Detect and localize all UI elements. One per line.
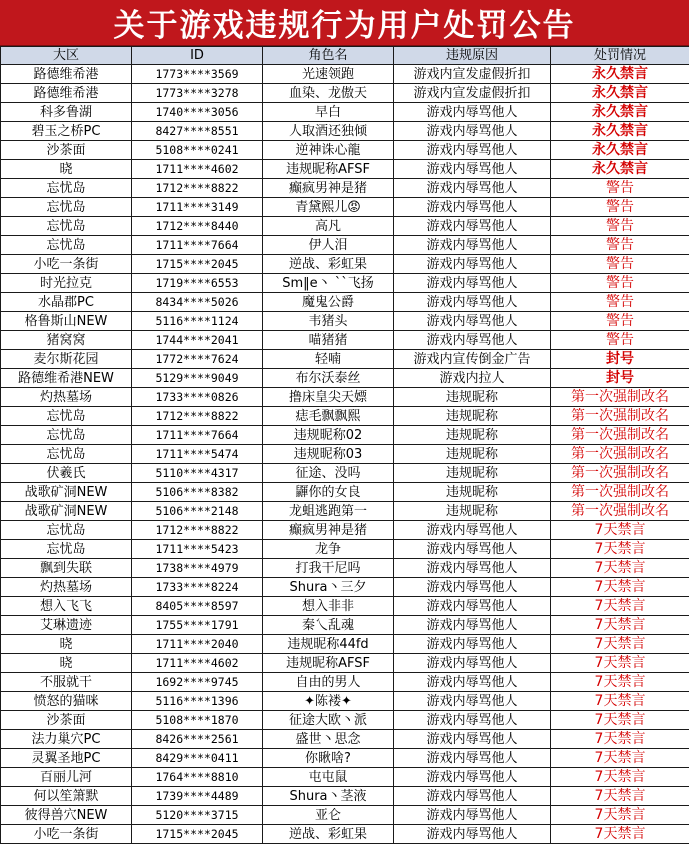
- cell-violation-reason: 游戏内辱骂他人: [394, 730, 551, 749]
- table-row: [1, 692, 689, 711]
- cell-region: 愤怒的猫咪: [1, 692, 132, 711]
- cell-violation-reason: 违规昵称: [394, 445, 551, 464]
- cell-character-name: 想入非非: [263, 597, 394, 616]
- table-row: [1, 255, 689, 274]
- cell-character-name: 轻喃: [263, 350, 394, 369]
- cell-region: 彼得兽穴NEW: [1, 806, 132, 825]
- cell-penalty: 第一次强制改名: [551, 502, 689, 521]
- cell-user-id: 5108****0241: [132, 141, 263, 160]
- cell-character-name: 违规昵称03: [263, 445, 394, 464]
- cell-user-id: 8427****8551: [132, 122, 263, 141]
- table-row: [1, 350, 689, 369]
- cell-region: 水晶郡PC: [1, 293, 132, 312]
- table-row: [1, 160, 689, 179]
- cell-user-id: 1738****4979: [132, 559, 263, 578]
- cell-character-name: 韦猪头: [263, 312, 394, 331]
- cell-region: 科多鲁湖: [1, 103, 132, 122]
- cell-user-id: 1711****3149: [132, 198, 263, 217]
- cell-violation-reason: 游戏内辱骂他人: [394, 616, 551, 635]
- cell-penalty: 7天禁言: [551, 806, 689, 825]
- cell-penalty: 警告: [551, 179, 689, 198]
- cell-region: 小吃一条街: [1, 825, 132, 844]
- table-row: [1, 293, 689, 312]
- cell-violation-reason: 游戏内辱骂他人: [394, 749, 551, 768]
- table-row: [1, 597, 689, 616]
- cell-region: 时光拉克: [1, 274, 132, 293]
- cell-user-id: 1733****8224: [132, 578, 263, 597]
- cell-penalty: 第一次强制改名: [551, 426, 689, 445]
- cell-penalty: 永久禁言: [551, 122, 689, 141]
- table-row: [1, 217, 689, 236]
- cell-user-id: 8405****8597: [132, 597, 263, 616]
- cell-penalty: 警告: [551, 198, 689, 217]
- cell-region: 沙茶面: [1, 711, 132, 730]
- cell-user-id: 1711****4602: [132, 654, 263, 673]
- cell-penalty: 警告: [551, 217, 689, 236]
- cell-user-id: 5106****2148: [132, 502, 263, 521]
- cell-violation-reason: 游戏内辱骂他人: [394, 825, 551, 844]
- cell-character-name: 逆神诛心龍: [263, 141, 394, 160]
- cell-character-name: 血染、龙傲天: [263, 84, 394, 103]
- table-row: [1, 654, 689, 673]
- cell-character-name: 秦乀乱魂: [263, 616, 394, 635]
- cell-violation-reason: 游戏内宣传倒金广告: [394, 350, 551, 369]
- cell-user-id: 1692****9745: [132, 673, 263, 692]
- table-row: [1, 711, 689, 730]
- cell-character-name: 高凡: [263, 217, 394, 236]
- table-row: [1, 445, 689, 464]
- cell-user-id: 1712****8440: [132, 217, 263, 236]
- cell-penalty: 7天禁言: [551, 540, 689, 559]
- table-row: [1, 787, 689, 806]
- cell-penalty: 封号: [551, 369, 689, 388]
- cell-user-id: 1772****7624: [132, 350, 263, 369]
- cell-character-name: 青黛熙儿😡: [263, 198, 394, 217]
- cell-character-name: 征途、没吗: [263, 464, 394, 483]
- cell-user-id: 1712****8822: [132, 407, 263, 426]
- cell-user-id: 1712****8822: [132, 521, 263, 540]
- table-row: [1, 768, 689, 787]
- cell-violation-reason: 游戏内辱骂他人: [394, 787, 551, 806]
- cell-penalty: 永久禁言: [551, 160, 689, 179]
- header-character-name: 角色名: [263, 47, 394, 65]
- table-row: [1, 331, 689, 350]
- cell-penalty: 7天禁言: [551, 635, 689, 654]
- cell-penalty: 7天禁言: [551, 730, 689, 749]
- penalty-table: [0, 46, 689, 844]
- cell-region: 忘忧岛: [1, 540, 132, 559]
- cell-region: 路德维希港: [1, 65, 132, 84]
- cell-penalty: 永久禁言: [551, 103, 689, 122]
- cell-region: 猪窝窝: [1, 331, 132, 350]
- cell-region: 忘忧岛: [1, 198, 132, 217]
- table-row: [1, 502, 689, 521]
- table-row: [1, 559, 689, 578]
- cell-violation-reason: 游戏内辱骂他人: [394, 692, 551, 711]
- cell-violation-reason: 违规昵称: [394, 464, 551, 483]
- cell-violation-reason: 游戏内辱骂他人: [394, 217, 551, 236]
- table-row: [1, 483, 689, 502]
- cell-region: 晓: [1, 654, 132, 673]
- cell-user-id: 5106****8382: [132, 483, 263, 502]
- cell-violation-reason: 游戏内辱骂他人: [394, 635, 551, 654]
- cell-user-id: 1764****8810: [132, 768, 263, 787]
- table-row: [1, 407, 689, 426]
- table-row: [1, 274, 689, 293]
- table-row: [1, 730, 689, 749]
- cell-penalty: 7天禁言: [551, 787, 689, 806]
- cell-region: 战歌矿洞NEW: [1, 483, 132, 502]
- cell-violation-reason: 游戏内宣发虚假折扣: [394, 65, 551, 84]
- cell-character-name: 撸床皇尖天嫖: [263, 388, 394, 407]
- cell-region: 晓: [1, 635, 132, 654]
- cell-penalty: 7天禁言: [551, 768, 689, 787]
- cell-violation-reason: 违规昵称: [394, 502, 551, 521]
- cell-character-name: Shura丶茎液: [263, 787, 394, 806]
- cell-character-name: 龙蛆逃跑第一: [263, 502, 394, 521]
- header-penalty: 处罚情况: [551, 47, 689, 65]
- cell-character-name: 屯屯鼠: [263, 768, 394, 787]
- cell-user-id: 5108****1870: [132, 711, 263, 730]
- table-row: [1, 388, 689, 407]
- cell-penalty: 7天禁言: [551, 711, 689, 730]
- cell-region: 忘忧岛: [1, 426, 132, 445]
- cell-character-name: 逆战、彩虹果: [263, 825, 394, 844]
- cell-character-name: 痣毛飘飘熙: [263, 407, 394, 426]
- cell-user-id: 8429****0411: [132, 749, 263, 768]
- cell-user-id: 1711****7664: [132, 236, 263, 255]
- cell-region: 灼热墓场: [1, 388, 132, 407]
- table-row: [1, 122, 689, 141]
- cell-penalty: 警告: [551, 312, 689, 331]
- cell-region: 艾琳遗迹: [1, 616, 132, 635]
- cell-penalty: 7天禁言: [551, 597, 689, 616]
- cell-user-id: 1773****3278: [132, 84, 263, 103]
- cell-user-id: 1739****4489: [132, 787, 263, 806]
- table-row: [1, 369, 689, 388]
- cell-character-name: Sm‖e丶 ˋˋ飞扬: [263, 274, 394, 293]
- cell-user-id: 5110****4317: [132, 464, 263, 483]
- header-violation-reason: 违规原因: [394, 47, 551, 65]
- cell-character-name: Shura丶三夕: [263, 578, 394, 597]
- cell-penalty: 7天禁言: [551, 825, 689, 844]
- cell-penalty: 7天禁言: [551, 654, 689, 673]
- cell-character-name: 龙争: [263, 540, 394, 559]
- cell-user-id: 8434****5026: [132, 293, 263, 312]
- table-row: [1, 635, 689, 654]
- cell-region: 忘忧岛: [1, 217, 132, 236]
- cell-penalty: 7天禁言: [551, 616, 689, 635]
- cell-violation-reason: 游戏内辱骂他人: [394, 293, 551, 312]
- cell-violation-reason: 违规昵称: [394, 483, 551, 502]
- cell-region: 飘到失联: [1, 559, 132, 578]
- cell-character-name: 违规昵称AFSF: [263, 160, 394, 179]
- cell-violation-reason: 游戏内辱骂他人: [394, 654, 551, 673]
- cell-region: 灼热墓场: [1, 578, 132, 597]
- cell-user-id: 1711****5474: [132, 445, 263, 464]
- cell-violation-reason: 游戏内拉人: [394, 369, 551, 388]
- cell-violation-reason: 违规昵称: [394, 426, 551, 445]
- cell-violation-reason: 违规昵称: [394, 407, 551, 426]
- cell-violation-reason: 游戏内辱骂他人: [394, 331, 551, 350]
- cell-violation-reason: 游戏内辱骂他人: [394, 597, 551, 616]
- cell-user-id: 8426****2561: [132, 730, 263, 749]
- cell-user-id: 1733****0826: [132, 388, 263, 407]
- cell-character-name: 征途大欧丶派: [263, 711, 394, 730]
- cell-region: 忘忧岛: [1, 407, 132, 426]
- cell-penalty: 永久禁言: [551, 84, 689, 103]
- cell-region: 何以笙箫默: [1, 787, 132, 806]
- cell-character-name: 早白: [263, 103, 394, 122]
- cell-violation-reason: 游戏内辱骂他人: [394, 806, 551, 825]
- cell-region: 百丽儿河: [1, 768, 132, 787]
- table-row: [1, 198, 689, 217]
- cell-character-name: 逆战、彩虹果: [263, 255, 394, 274]
- cell-character-name: 盛世丶思念: [263, 730, 394, 749]
- cell-violation-reason: 游戏内宣发虚假折扣: [394, 84, 551, 103]
- cell-character-name: 伊人泪: [263, 236, 394, 255]
- cell-region: 战歌矿洞NEW: [1, 502, 132, 521]
- table-row: [1, 825, 689, 844]
- cell-character-name: 鼲你的女良: [263, 483, 394, 502]
- cell-region: 伏羲氏: [1, 464, 132, 483]
- cell-penalty: 警告: [551, 293, 689, 312]
- cell-violation-reason: 游戏内辱骂他人: [394, 141, 551, 160]
- cell-character-name: 亚仑: [263, 806, 394, 825]
- table-row: [1, 141, 689, 160]
- cell-violation-reason: 游戏内辱骂他人: [394, 559, 551, 578]
- cell-penalty: 封号: [551, 350, 689, 369]
- cell-penalty: 7天禁言: [551, 521, 689, 540]
- cell-region: 忘忧岛: [1, 179, 132, 198]
- cell-user-id: 1773****3569: [132, 65, 263, 84]
- header-id: ID: [132, 47, 263, 65]
- cell-user-id: 1711****7664: [132, 426, 263, 445]
- cell-penalty: 7天禁言: [551, 692, 689, 711]
- table-row: [1, 179, 689, 198]
- cell-character-name: 违规昵称02: [263, 426, 394, 445]
- cell-violation-reason: 游戏内辱骂他人: [394, 236, 551, 255]
- cell-region: 忘忧岛: [1, 445, 132, 464]
- cell-character-name: 违规昵称AFSF: [263, 654, 394, 673]
- cell-violation-reason: 违规昵称: [394, 388, 551, 407]
- cell-region: 小吃一条街: [1, 255, 132, 274]
- cell-penalty: 7天禁言: [551, 559, 689, 578]
- table-row: [1, 673, 689, 692]
- cell-region: 碧玉之桥PC: [1, 122, 132, 141]
- cell-violation-reason: 游戏内辱骂他人: [394, 312, 551, 331]
- cell-character-name: 布尔沃泰丝: [263, 369, 394, 388]
- table-row: [1, 540, 689, 559]
- table-row: [1, 616, 689, 635]
- cell-violation-reason: 游戏内辱骂他人: [394, 540, 551, 559]
- cell-region: 路德维希港: [1, 84, 132, 103]
- header-region: 大区: [1, 47, 132, 65]
- cell-penalty: 7天禁言: [551, 673, 689, 692]
- cell-penalty: 第一次强制改名: [551, 464, 689, 483]
- cell-penalty: 警告: [551, 255, 689, 274]
- cell-user-id: 1755****1791: [132, 616, 263, 635]
- table-row: [1, 312, 689, 331]
- notice-title: 关于游戏违规行为用户处罚公告: [0, 0, 689, 46]
- cell-violation-reason: 游戏内辱骂他人: [394, 578, 551, 597]
- cell-user-id: 1740****3056: [132, 103, 263, 122]
- table-row: [1, 65, 689, 84]
- cell-penalty: 警告: [551, 274, 689, 293]
- cell-user-id: 1711****2040: [132, 635, 263, 654]
- cell-character-name: 违规昵称44fd: [263, 635, 394, 654]
- table-header-row: [1, 47, 689, 65]
- cell-penalty: 永久禁言: [551, 65, 689, 84]
- cell-penalty: 警告: [551, 331, 689, 350]
- cell-region: 麦尔斯花园: [1, 350, 132, 369]
- cell-region: 不服就干: [1, 673, 132, 692]
- cell-region: 晓: [1, 160, 132, 179]
- cell-violation-reason: 游戏内辱骂他人: [394, 711, 551, 730]
- cell-penalty: 永久禁言: [551, 141, 689, 160]
- table-row: [1, 464, 689, 483]
- cell-violation-reason: 游戏内辱骂他人: [394, 673, 551, 692]
- cell-user-id: 1719****6553: [132, 274, 263, 293]
- cell-user-id: 1711****5423: [132, 540, 263, 559]
- cell-region: 忘忧岛: [1, 521, 132, 540]
- cell-violation-reason: 游戏内辱骂他人: [394, 255, 551, 274]
- cell-character-name: 癫疯男神是猪: [263, 179, 394, 198]
- cell-region: 格鲁斯山NEW: [1, 312, 132, 331]
- cell-violation-reason: 游戏内辱骂他人: [394, 521, 551, 540]
- cell-character-name: 你瞅啥?: [263, 749, 394, 768]
- table-row: [1, 426, 689, 445]
- cell-violation-reason: 游戏内辱骂他人: [394, 160, 551, 179]
- cell-character-name: 自由的男人: [263, 673, 394, 692]
- table-row: [1, 806, 689, 825]
- table-row: [1, 103, 689, 122]
- cell-character-name: 癫疯男神是猪: [263, 521, 394, 540]
- table-row: [1, 521, 689, 540]
- cell-character-name: 打我干尼吗: [263, 559, 394, 578]
- cell-penalty: 7天禁言: [551, 578, 689, 597]
- cell-violation-reason: 游戏内辱骂他人: [394, 768, 551, 787]
- cell-region: 法力巢穴PC: [1, 730, 132, 749]
- table-row: [1, 84, 689, 103]
- cell-violation-reason: 游戏内辱骂他人: [394, 103, 551, 122]
- cell-region: 沙茶面: [1, 141, 132, 160]
- cell-character-name: ✦陈褛✦: [263, 692, 394, 711]
- cell-user-id: 5120****3715: [132, 806, 263, 825]
- cell-violation-reason: 游戏内辱骂他人: [394, 198, 551, 217]
- table-row: [1, 236, 689, 255]
- cell-user-id: 5129****9049: [132, 369, 263, 388]
- cell-region: 路德维希港NEW: [1, 369, 132, 388]
- cell-character-name: 魔鬼公爵: [263, 293, 394, 312]
- cell-region: 忘忧岛: [1, 236, 132, 255]
- cell-user-id: 5116****1124: [132, 312, 263, 331]
- cell-user-id: 1715****2045: [132, 255, 263, 274]
- cell-user-id: 1712****8822: [132, 179, 263, 198]
- cell-user-id: 5116****1396: [132, 692, 263, 711]
- cell-user-id: 1744****2041: [132, 331, 263, 350]
- cell-user-id: 1711****4602: [132, 160, 263, 179]
- cell-penalty: 7天禁言: [551, 749, 689, 768]
- cell-character-name: 喵猪猪: [263, 331, 394, 350]
- cell-penalty: 第一次强制改名: [551, 388, 689, 407]
- cell-violation-reason: 游戏内辱骂他人: [394, 179, 551, 198]
- cell-violation-reason: 游戏内辱骂他人: [394, 274, 551, 293]
- cell-penalty: 第一次强制改名: [551, 445, 689, 464]
- cell-region: 想入飞飞: [1, 597, 132, 616]
- cell-user-id: 1715****2045: [132, 825, 263, 844]
- cell-region: 灵翼圣地PC: [1, 749, 132, 768]
- cell-character-name: 光速领跑: [263, 65, 394, 84]
- cell-penalty: 警告: [551, 236, 689, 255]
- cell-penalty: 第一次强制改名: [551, 407, 689, 426]
- cell-violation-reason: 游戏内辱骂他人: [394, 122, 551, 141]
- table-row: [1, 749, 689, 768]
- cell-penalty: 第一次强制改名: [551, 483, 689, 502]
- cell-character-name: 人取酒还独倾: [263, 122, 394, 141]
- table-row: [1, 578, 689, 597]
